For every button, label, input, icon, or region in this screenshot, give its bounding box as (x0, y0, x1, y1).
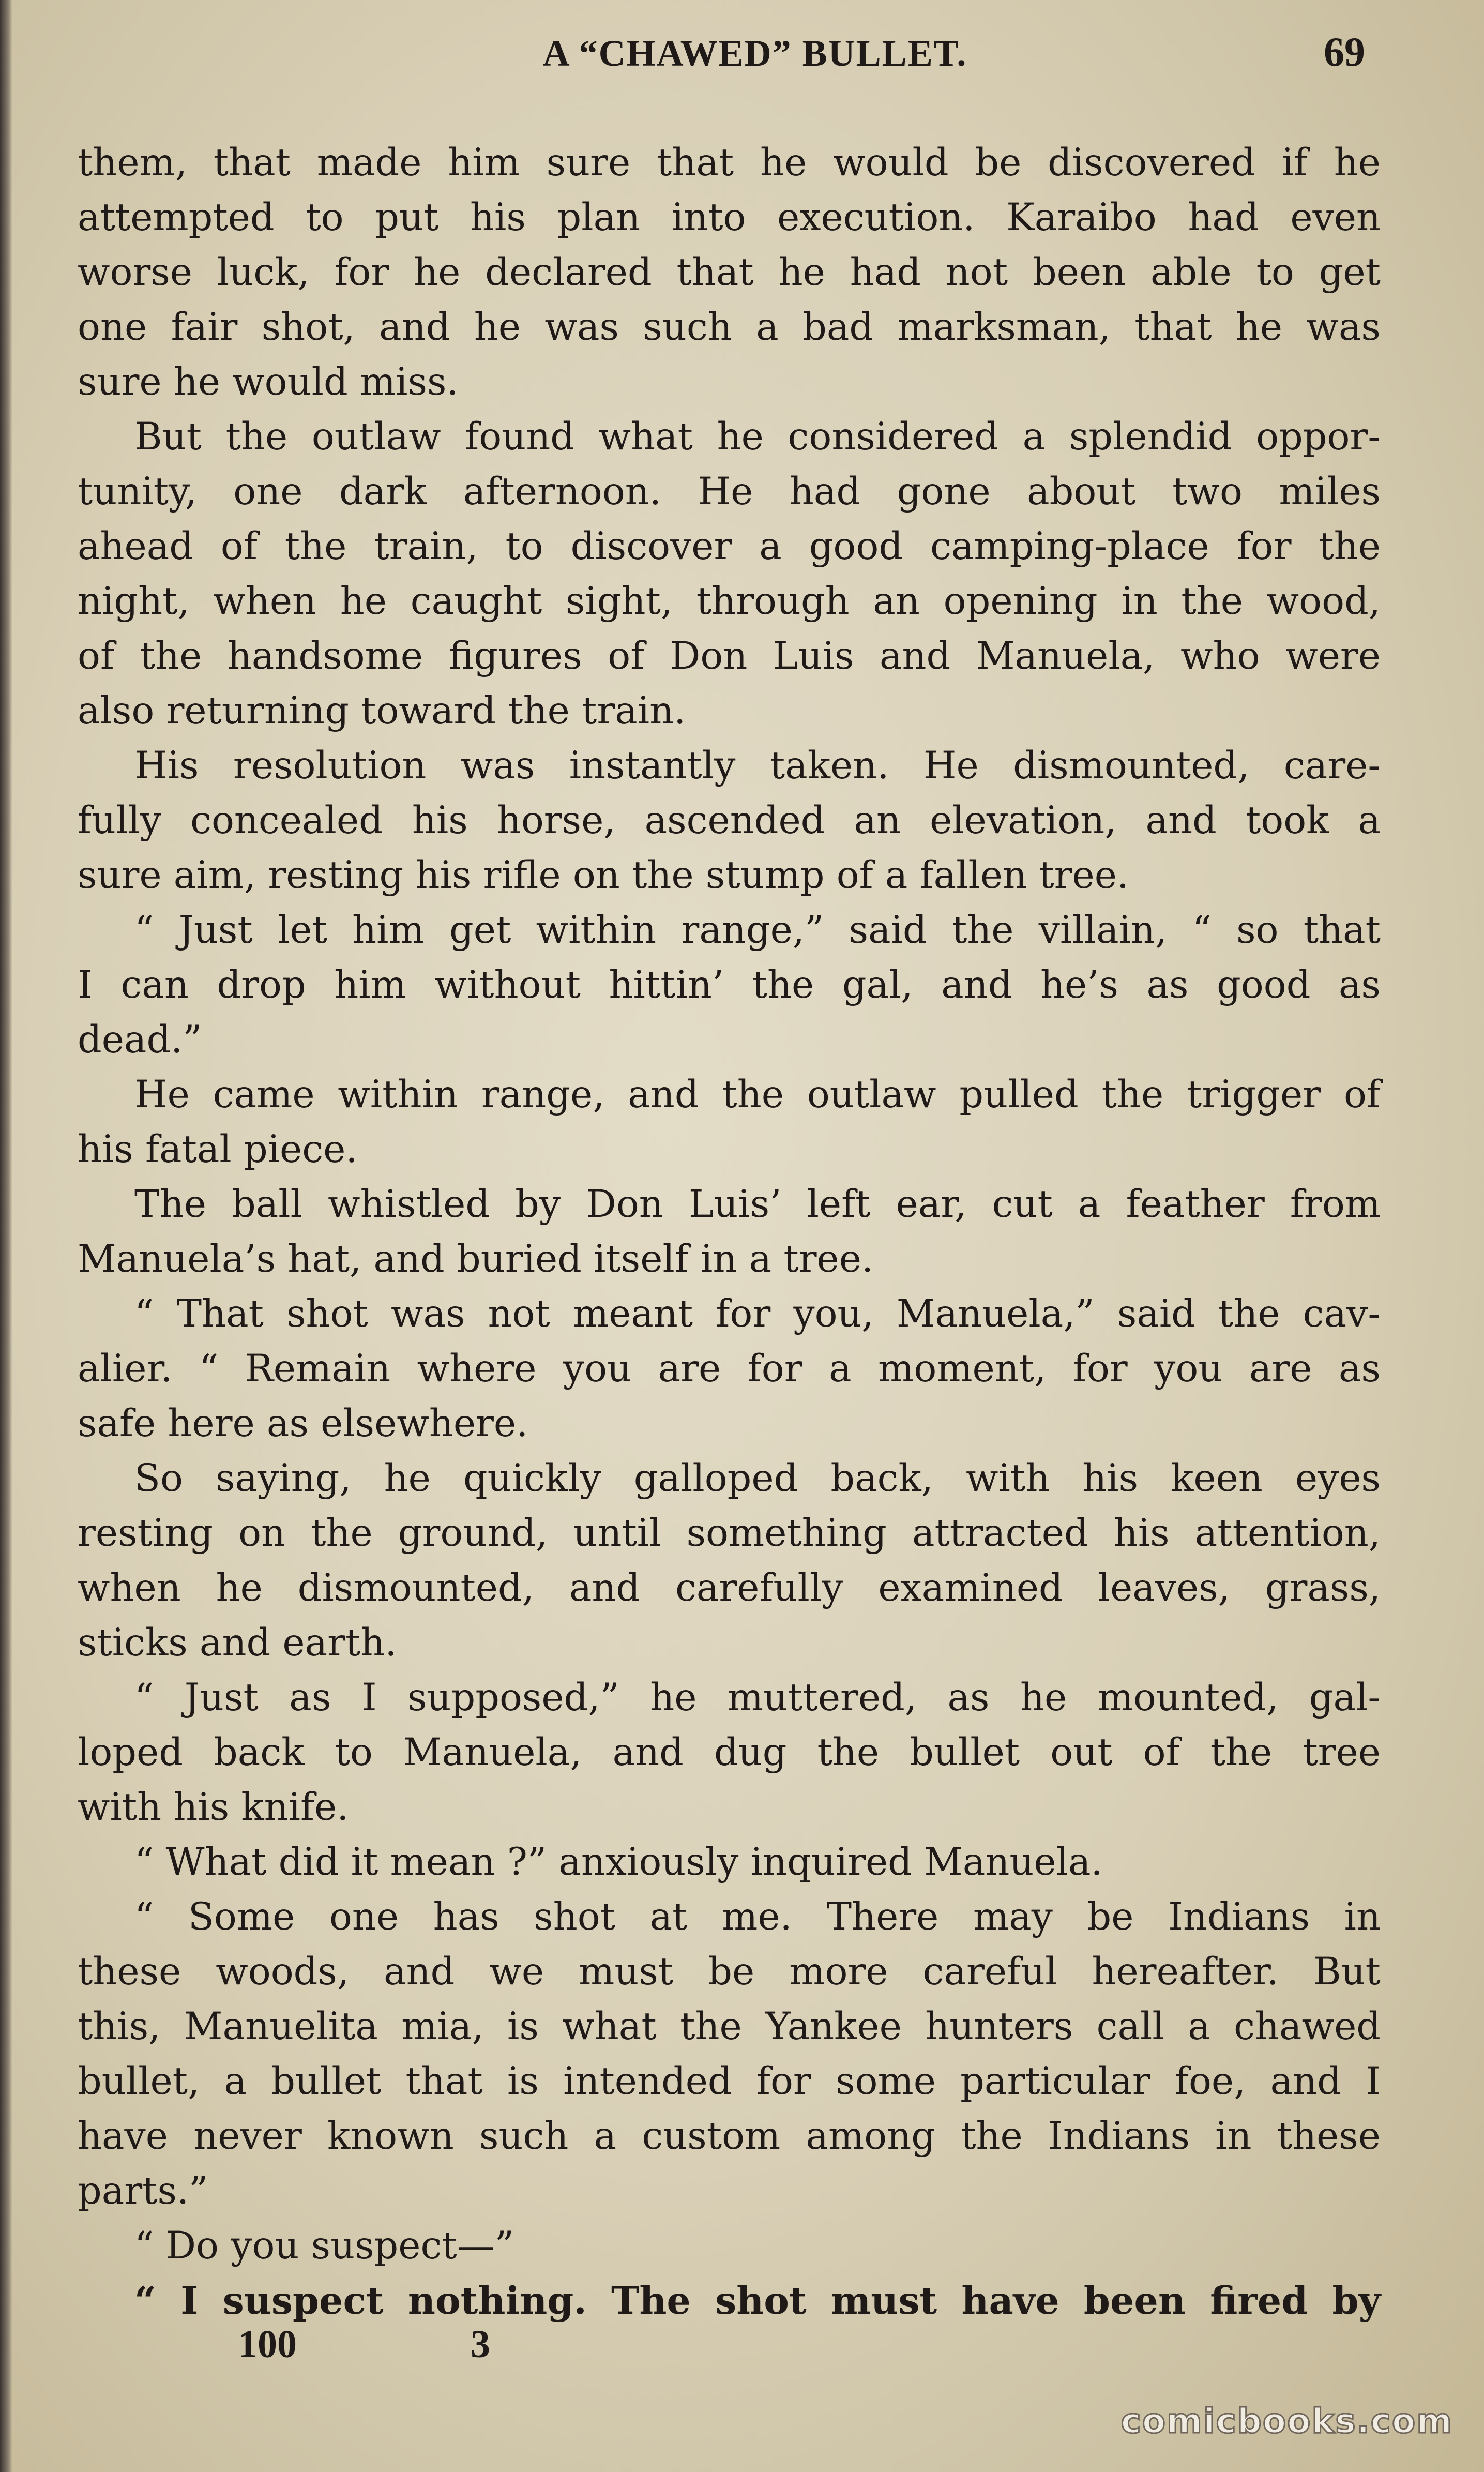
text-line: “ That shot was not meant for you, Manuela,” said the cav- (134, 1292, 1381, 1336)
text-line: resting on the ground, until something attracted his attention, (78, 1511, 1381, 1555)
text-line: I can drop him without hittin’ the gal, and he’s as good as (78, 963, 1381, 1007)
text-line: one fair shot, and he was such a bad marksman, that he was (78, 305, 1381, 349)
text-line: also returning toward the train. (78, 689, 686, 733)
text-line: Manuela’s hat, and buried itself in a tree. (78, 1237, 874, 1281)
text-line: have never known such a custom among the Indians in these (78, 2114, 1381, 2158)
text-line: night, when he caught sight, through an opening in the wood, (78, 579, 1381, 623)
text-line: these woods, and we must be more careful hereafter. But (78, 1950, 1381, 1994)
text-line: safe here as elsewhere. (78, 1401, 528, 1445)
text-line: when he dismounted, and carefully examined leaves, grass, (78, 1566, 1381, 1610)
text-line: sure he would miss. (78, 360, 459, 404)
text-line: His resolution was instantly taken. He dismounted, care- (134, 744, 1381, 788)
page-header (0, 27, 1484, 89)
text-line: “ Some one has shot at me. There may be Indians in (134, 1895, 1381, 1939)
text-line: tunity, one dark afternoon. He had gone about two miles (78, 470, 1381, 514)
text-line: fully concealed his horse, ascended an elevation, and took a (78, 798, 1381, 842)
text-line: “ Do you suspect—” (134, 2224, 514, 2268)
text-line: them, that made him sure that he would be discovered if he (78, 141, 1381, 185)
text-line: ahead of the train, to discover a good camping-place for the (78, 524, 1381, 568)
text-line: “ Just as I supposed,” he muttered, as he mounted, gal- (134, 1676, 1381, 1720)
text-line: with his knife. (78, 1785, 349, 1829)
text-line: alier. “ Remain where you are for a moment, for you are as (78, 1347, 1381, 1391)
body-text (78, 135, 1381, 2328)
text-line: “ What did it mean ?” anxiously inquired Manuela. (134, 1840, 1103, 1884)
text-line: sure aim, resting his rifle on the stump of a fallen tree. (78, 853, 1129, 897)
signature-number: 100 (238, 2323, 297, 2366)
text-line: this, Manuelita mia, is what the Yankee hunters call a chawed (78, 2004, 1381, 2048)
text-line: his fatal piece. (78, 1127, 358, 1171)
text-line: sticks and earth. (78, 1621, 397, 1665)
text-line: worse luck, for he declared that he had not been able to get (78, 250, 1381, 294)
signature-letter: 3 (471, 2323, 490, 2366)
watermark: comicbooks.com (1120, 2401, 1453, 2441)
text-line: attempted to put his plan into execution. Karaibo had even (78, 195, 1381, 239)
text-line: dead.” (78, 1018, 202, 1062)
text-line: of the handsome figures of Don Luis and Manuela, who were (78, 634, 1381, 678)
text-line: The ball whistled by Don Luis’ left ear, cut a feather from (134, 1182, 1381, 1226)
binding-edge (0, 0, 12, 2472)
text-line: “ Just let him get within range,” said the villain, “ so that (134, 908, 1381, 952)
text-line: But the outlaw found what he considered a splendid oppor- (134, 415, 1381, 459)
text-line: He came within range, and the outlaw pulled the trigger of (134, 1073, 1381, 1117)
running-head: A “CHAWED” BULLET. (542, 33, 967, 74)
text-line: parts.” (78, 2169, 208, 2213)
text-line: So saying, he quickly galloped back, with his keen eyes (134, 1456, 1381, 1500)
text-line: bullet, a bullet that is intended for some particular foe, and I (78, 2059, 1381, 2103)
page-number: 69 (1324, 29, 1365, 75)
text-line: “ I suspect nothing. The shot must have been fired by (134, 2279, 1381, 2323)
text-line: loped back to Manuela, and dug the bullet out of the tree (78, 1730, 1381, 1774)
